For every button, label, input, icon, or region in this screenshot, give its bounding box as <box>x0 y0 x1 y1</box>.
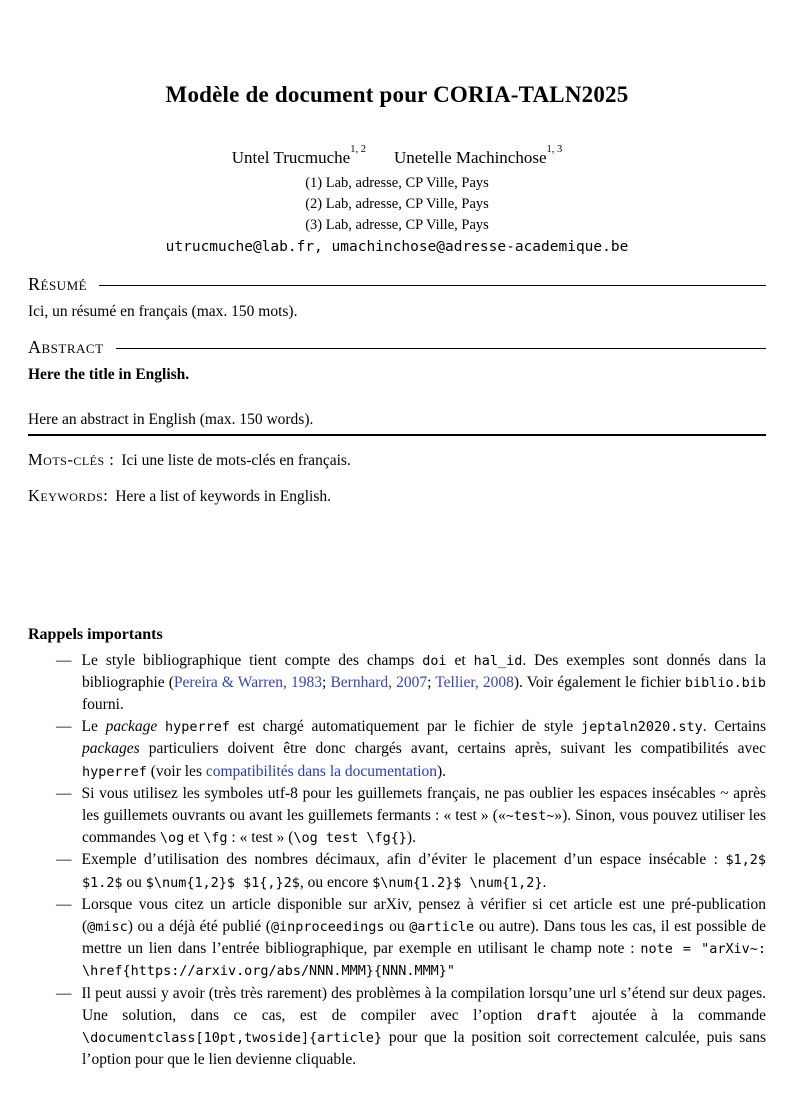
text-run: @inproceedings <box>270 918 385 935</box>
list-item <box>28 894 766 983</box>
item-text <box>82 896 767 980</box>
english-title: Here the title in English. <box>28 366 190 383</box>
text-run: : « test » ( <box>227 829 294 847</box>
text-run: $1,2$ $1.2$ <box>82 852 766 891</box>
keywords-text: Here a list of keywords in English. <box>115 487 332 505</box>
text-run: hal_id <box>473 652 523 669</box>
item-dash: — <box>56 984 72 1002</box>
list-item <box>28 849 766 893</box>
item-dash: — <box>56 784 72 802</box>
rappels-list <box>28 650 766 1072</box>
resume-label: Résumé <box>28 274 88 294</box>
text-run: \fg <box>203 830 228 847</box>
author-2 <box>394 143 563 167</box>
author-affiliation-sup: 1, 3 <box>546 143 563 155</box>
item-text <box>82 718 767 779</box>
text-run: Exemple d’utilisation des nombres décimaux, afin d’éviter le placement d’un espace insécable : <box>81 851 726 869</box>
text-run: Le style bibliographique tient compte des champs <box>81 651 423 669</box>
text-run: »). Sinon, vous pouvez utiliser les commandes <box>82 806 767 847</box>
affiliation-line: (2) Lab, adresse, CP Ville, Pays <box>305 196 489 212</box>
text-run: \og test \fg{} <box>293 830 407 847</box>
affiliation-line: (3) Lab, adresse, CP Ville, Pays <box>305 217 489 233</box>
abstract-text: Here an abstract in English (max. 150 words). <box>28 411 314 428</box>
keywords-line <box>28 485 766 508</box>
item-text <box>82 652 767 713</box>
text-run: hyperref <box>82 763 147 780</box>
abstract-label: Abstract <box>28 337 104 357</box>
item-dash: — <box>56 651 72 669</box>
rappels-section <box>28 626 766 1072</box>
text-run: package <box>105 718 158 736</box>
paper-title: Modèle de document pour CORIA-TALN2025 <box>165 82 629 107</box>
text-run: est chargé automatiquement par le fichier de style <box>229 718 582 736</box>
text-run: ajoutée à la commande <box>577 1006 766 1024</box>
text-run: (voir les <box>146 762 206 780</box>
hyperlink[interactable]: compatibilités dans la documentation <box>205 762 438 780</box>
authors-line <box>28 143 766 168</box>
text-run: draft <box>536 1007 578 1024</box>
text-run: ; <box>322 673 331 691</box>
text-run: biblio.bib <box>684 674 767 691</box>
affiliation-line: (1) Lab, adresse, CP Ville, Pays <box>305 175 489 191</box>
text-run: @article <box>409 918 475 935</box>
author-affiliation-sup: 1, 2 <box>350 143 367 155</box>
text-run: \documentclass[10pt,twoside]{article} <box>82 1029 383 1046</box>
text-run: ou autre). Dans tous les cas, il est possible de mettre un lien dans l’entrée bibliographique, par exemple en utilisant le champ note : <box>82 917 767 958</box>
list-item <box>28 650 766 717</box>
item-text <box>82 851 767 890</box>
keywords-label: Keywords: <box>28 485 109 505</box>
author-name: Unetelle Machinchose <box>394 148 547 167</box>
citation-link[interactable]: Pereira & Warren, 1983 <box>173 673 323 691</box>
resume-text: Ici, un résumé en français (max. 150 mots). <box>28 303 298 320</box>
item-dash: — <box>56 851 72 869</box>
item-text <box>82 785 767 846</box>
text-run: hyperref <box>165 719 230 736</box>
text-run: ). Voir également le fichier <box>513 673 685 691</box>
citation-link[interactable]: Bernhard, 2007 <box>330 673 428 691</box>
author-name: Untel Trucmuche <box>231 148 351 167</box>
text-run: @misc <box>87 918 128 935</box>
text-run: packages <box>82 740 140 758</box>
text-run: ~test~ <box>505 807 555 824</box>
text-run: jeptaln2020.sty <box>581 719 703 736</box>
abstract-metadata-block <box>28 273 766 508</box>
text-run: $\num{1,2}$ $1{,}2$ <box>145 874 300 891</box>
resume-section-header <box>28 273 766 295</box>
text-run: pour que la position soit correctement calculée, puis sans l’option pour que le lien devienne cliquable. <box>82 1028 766 1069</box>
text-run: ou <box>122 873 146 891</box>
text-run: et <box>184 829 204 847</box>
text-run: . <box>542 873 547 891</box>
text-run <box>157 718 165 735</box>
text-run: Le <box>81 718 106 736</box>
text-run: particuliers doivent être donc chargés avant, certains après, suivant les compatibilités avec <box>139 740 766 758</box>
author-emails: utrucmuche@lab.fr, umachinchose@adresse-academique.be <box>165 239 629 255</box>
citation-link[interactable]: Tellier, 2008 <box>435 673 514 691</box>
text-run: Lorsque vous citez un article disponible sur arXiv, pensez à vérifier si cet article est une pré-publication ( <box>81 895 766 935</box>
mots-cles-line <box>28 449 766 472</box>
text-run: ) ou a déjà été publié ( <box>127 917 271 935</box>
text-run: $\num{1.2}$ \num{1,2} <box>372 874 543 891</box>
text-run: Si vous utilisez les symboles utf-8 pour les guillemets français, ne pas oublier les espaces insécables ~ après les guillemets ouvrants ou avant les guillemets fermants : « test » (« <box>81 784 766 824</box>
text-run: ). <box>437 762 447 780</box>
horizontal-rule <box>116 348 766 350</box>
item-text <box>82 985 767 1069</box>
item-dash: — <box>56 895 72 913</box>
text-run: note = "arXiv~: \href{https://arxiv.org/abs/NNN.MMM}{NNN.MMM}" <box>82 941 766 980</box>
item-dash: — <box>56 718 72 736</box>
list-item <box>28 783 766 850</box>
horizontal-rule <box>28 434 766 436</box>
text-run: . Certains <box>702 718 766 736</box>
text-run: et <box>446 651 474 669</box>
horizontal-rule <box>99 285 766 287</box>
list-item <box>28 983 766 1072</box>
text-run: ). <box>406 829 416 847</box>
author-1 <box>231 143 367 167</box>
list-item <box>28 716 766 783</box>
text-run: \og <box>159 830 185 847</box>
text-run: , ou encore <box>299 873 373 891</box>
mots-cles-text: Ici une liste de mots-clés en français. <box>121 451 351 469</box>
text-run: Il peut aussi y avoir (très très rarement) des problèmes à la compilation lorsqu’une url s’étend sur deux pages. Une solution, dans ce cas, est de compiler avec l’option <box>81 984 766 1024</box>
abstract-section-header <box>28 336 766 358</box>
text-run: ; <box>427 673 436 691</box>
mots-cles-label: Mots-clés : <box>28 449 115 469</box>
text-run: ou <box>384 917 410 935</box>
text-run: fourni. <box>82 695 124 713</box>
text-run: doi <box>422 652 447 669</box>
rappels-heading: Rappels importants <box>28 625 163 643</box>
affiliations-block <box>28 173 766 236</box>
text-run: . Des exemples sont donnés dans la bibliographie ( <box>82 651 766 691</box>
